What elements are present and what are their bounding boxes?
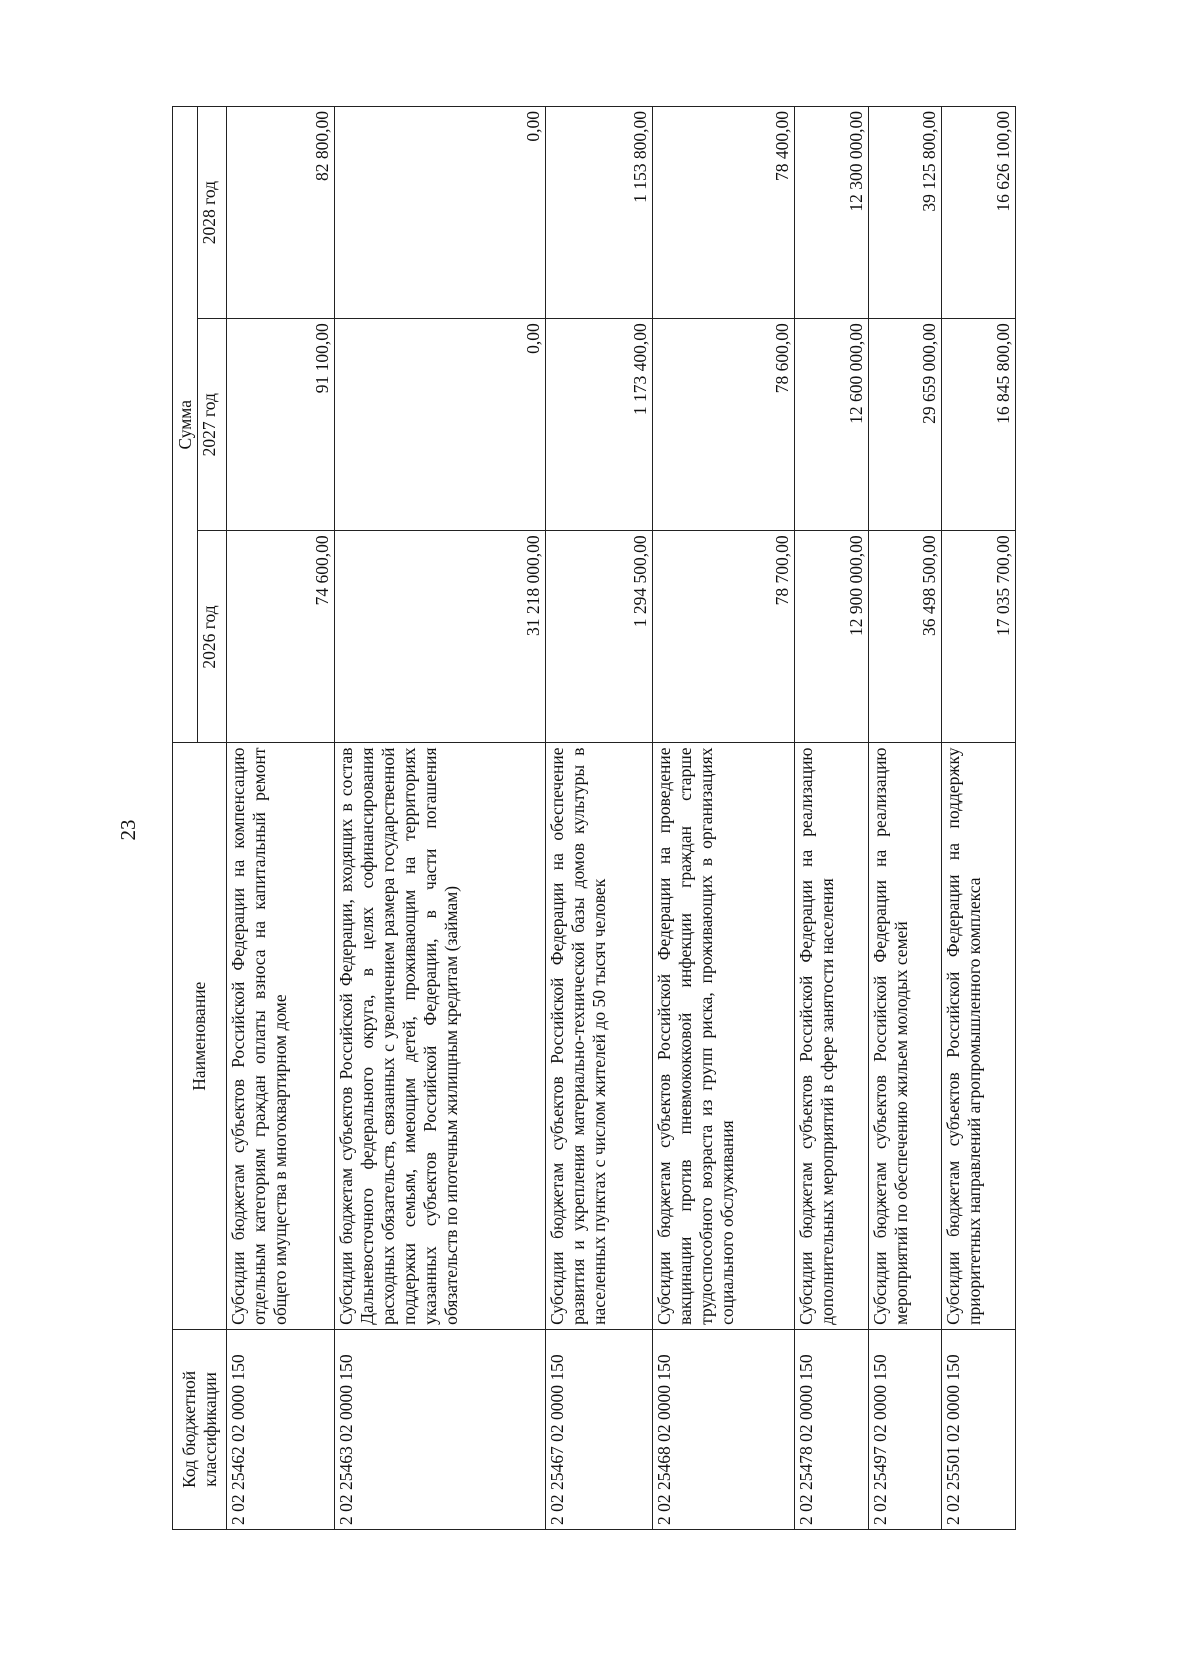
amount-2027: 0,00 (334, 319, 545, 531)
row-name: Субсидии бюджетам субъектов Российской Федерации на обеспечение развития и укрепления материально-технической базы домов культуры в населенных пунктах с числом жителей до 50 тысяч человек (545, 743, 653, 1329)
amount-2027: 91 100,00 (227, 319, 335, 531)
amount-2026: 12 900 000,00 (795, 531, 869, 743)
row-code: 2 02 25478 02 0000 150 (795, 1329, 869, 1529)
header-sum: Сумма (173, 107, 198, 743)
rotated-page-content (172, 106, 1016, 1530)
amount-2026: 1 294 500,00 (545, 531, 653, 743)
row-code: 2 02 25462 02 0000 150 (227, 1329, 335, 1529)
row-name: Субсидии бюджетам субъектов Российской Федерации на поддержку приоритетных направлений агропромышленного комплекса (942, 743, 1016, 1329)
amount-2028: 39 125 800,00 (868, 107, 942, 319)
amount-2027: 16 845 800,00 (942, 319, 1016, 531)
amount-2026: 36 498 500,00 (868, 531, 942, 743)
amount-2027: 12 600 000,00 (795, 319, 869, 531)
row-name: Субсидии бюджетам субъектов Российской Федерации на реализацию дополнительных мероприятий в сфере занятости населения (795, 743, 869, 1329)
amount-2027: 78 600,00 (653, 319, 795, 531)
amount-2027: 1 173 400,00 (545, 319, 653, 531)
amount-2026: 74 600,00 (227, 531, 335, 743)
row-name: Субсидии бюджетам субъектов Российской Федерации на компенсацию отдельным категориям граждан оплаты взноса на капитальный ремонт общего имущества в многоквартирном доме (227, 743, 335, 1329)
amount-2027: 29 659 000,00 (868, 319, 942, 531)
row-code: 2 02 25467 02 0000 150 (545, 1329, 653, 1529)
row-name: Субсидии бюджетам субъектов Российской Федерации на проведение вакцинации против пневмококковой инфекции граждан старше трудоспособного возраста из групп риска, проживающих в организациях социального обслуживания (653, 743, 795, 1329)
amount-2026: 17 035 700,00 (942, 531, 1016, 743)
row-code: 2 02 25468 02 0000 150 (653, 1329, 795, 1529)
table-row (795, 107, 869, 1530)
table-row (227, 107, 335, 1530)
row-name: Субсидии бюджетам субъектов Российской Федерации, входящих в состав Дальневосточного федерального округа, в целях софинансирования расходных обязательств, связанных с увеличением размера государственной поддержки семьям, имеющим детей, проживающим на территориях указанных субъектов Российской Федерации, в части погашения обязательств по ипотечным жилищным кредитам (займам) (334, 743, 545, 1329)
header-year-2028: 2028 год (198, 107, 227, 319)
header-year-2026: 2026 год (198, 531, 227, 743)
amount-2028: 1 153 800,00 (545, 107, 653, 319)
header-name: Наименование (173, 743, 227, 1329)
amount-2028: 0,00 (334, 107, 545, 319)
amount-2028: 82 800,00 (227, 107, 335, 319)
amount-2028: 78 400,00 (653, 107, 795, 319)
amount-2028: 16 626 100,00 (942, 107, 1016, 319)
table-row (653, 107, 795, 1530)
header-code: Код бюджетной классификации (173, 1329, 227, 1529)
row-name: Субсидии бюджетам субъектов Российской Федерации на реализацию мероприятий по обеспечению жильем молодых семей (868, 743, 942, 1329)
budget-revenue-table (172, 106, 1016, 1530)
row-code: 2 02 25497 02 0000 150 (868, 1329, 942, 1529)
table-row (868, 107, 942, 1530)
amount-2026: 78 700,00 (653, 531, 795, 743)
page-number: 23 (116, 819, 140, 841)
amount-2026: 31 218 000,00 (334, 531, 545, 743)
header-year-2027: 2027 год (198, 319, 227, 531)
table-row (942, 107, 1016, 1530)
table-row (545, 107, 653, 1530)
row-code: 2 02 25501 02 0000 150 (942, 1329, 1016, 1529)
table-row (334, 107, 545, 1530)
row-code: 2 02 25463 02 0000 150 (334, 1329, 545, 1529)
amount-2028: 12 300 000,00 (795, 107, 869, 319)
